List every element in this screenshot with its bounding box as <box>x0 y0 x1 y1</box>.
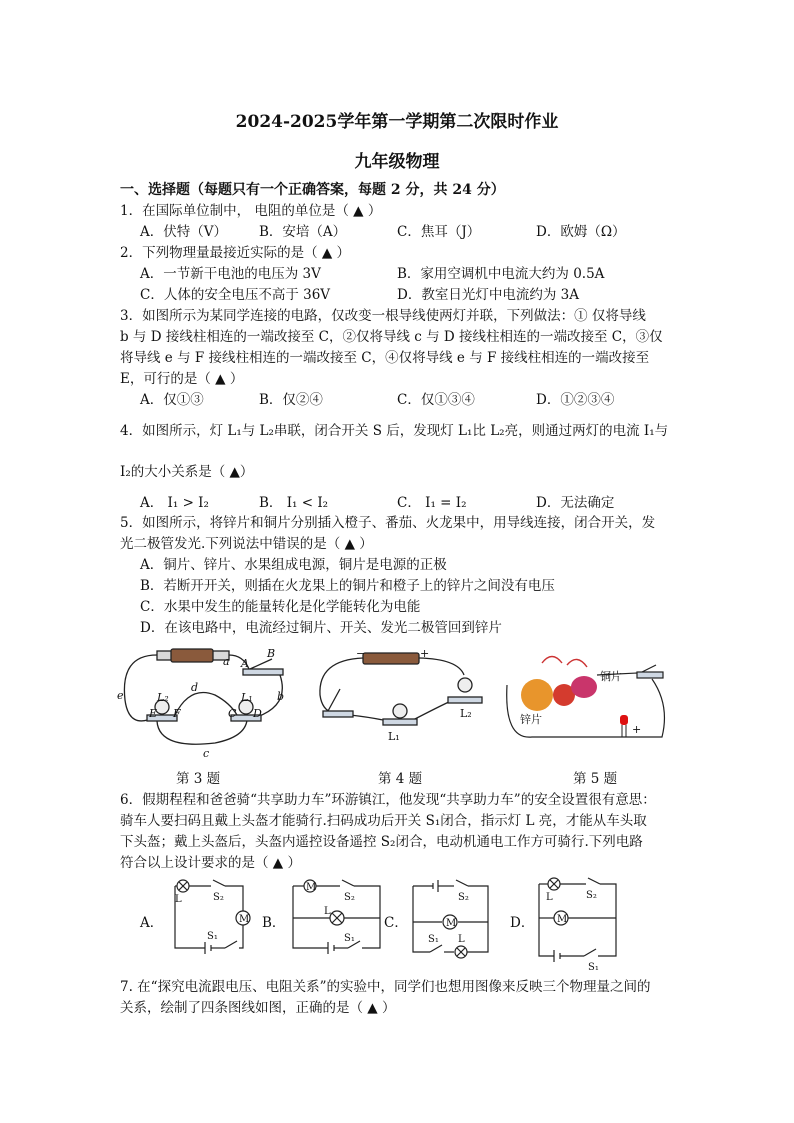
lamp-l2-bulb <box>458 678 472 692</box>
q5-fruit-battery-figure <box>502 645 672 763</box>
label-s1: S₁ <box>344 933 355 944</box>
label-s2: S₂ <box>458 892 469 903</box>
lamp-base-l2 <box>448 697 482 703</box>
q1-option-a: A．伏特（V） <box>140 224 227 240</box>
label-d: d <box>191 681 199 694</box>
switch-lever <box>642 665 656 672</box>
q3-line: 将导线 e 与 F 接线柱相连的一端改接至 C，④仅将导线 e 与 F 接线柱相连的一端改接至 <box>120 350 650 366</box>
q6-option-c-label: C． <box>384 915 408 931</box>
label-s1: S₁ <box>207 931 218 942</box>
lamp-l1-bulb <box>393 704 407 718</box>
led-icon <box>620 715 628 725</box>
q5-line: 5．如图所示，将锌片和铜片分别插入橙子、番茄、火龙果中，用导线连接，闭合开关，发 <box>120 515 656 531</box>
q6-line: 下头盔；戴上头盔后，头盔内遥控设备遥控 S₂闭合，电动机通电工作方可骑行.下列电路 <box>120 834 643 850</box>
label-L1: L₁ <box>388 730 400 743</box>
caption-q4: 第 4 题 <box>378 771 423 787</box>
label-F: F <box>173 707 181 720</box>
q4-line1: 4．如图所示，灯 L₁与 L₂串联，闭合开关 S 后，发现灯 L₁比 L₂亮，则通过两灯的电流 I₁与 <box>120 423 669 439</box>
page-title: 2024-2025学年第一学期第二次限时作业 <box>235 112 559 132</box>
label-m: M <box>306 882 317 893</box>
page-subtitle: 九年级物理 <box>354 152 440 172</box>
q6-circuit-b[interactable] <box>288 876 388 961</box>
q7-line: 关系，绘制了四条图线如图，正确的是（ ▲ ） <box>120 1000 396 1016</box>
wire-mid1 <box>350 715 383 720</box>
label-plus: + <box>632 723 642 736</box>
label-l: L <box>546 892 553 903</box>
label-e: e <box>117 689 124 702</box>
label-m: M <box>446 918 457 929</box>
label-plus: + <box>420 647 430 660</box>
label-a: a <box>223 655 230 668</box>
label-m: M <box>557 914 568 925</box>
label-L2: L₂ <box>157 691 169 704</box>
label-copper: 铜片 <box>600 670 622 683</box>
q1-option-d: D．欧姆（Ω） <box>536 224 626 240</box>
label-c: c <box>203 747 210 760</box>
q4-option-b: B． I₁ < I₂ <box>259 495 329 511</box>
q7-line: 7. 在“探究电流跟电压、电阻关系”的实验中，同学们也想用图像来反映三个物理量之间的 <box>120 979 651 995</box>
q5-option-c: C．水果中发生的能量转化是化学能转化为电能 <box>140 599 421 615</box>
q6-line: 6．假期程程和爸爸骑“共享助力车”环游镇江，他发现“共享助力车”的安全设置很有意思： <box>120 792 656 808</box>
q6-circuit-c[interactable] <box>408 876 508 966</box>
q2-option-c: C．人体的安全电压不高于 36V <box>140 287 331 303</box>
q3-line: 3．如图所示为某同学连接的电路，仅改变一根导线使两灯并联，下列做法：① 仅将导线 <box>120 308 646 324</box>
q3-line: b 与 D 接线柱相连的一端改接至 C，②仅将导线 c 与 D 接线柱相连的一端改接至 C，③仅 <box>120 329 663 345</box>
q6-option-b-label: B． <box>262 915 286 931</box>
wire-mid2 <box>413 700 453 720</box>
q3-option-d: D．①②③④ <box>536 392 615 408</box>
label-b: b <box>277 690 285 703</box>
label-L1: L₁ <box>241 691 253 704</box>
q4-option-c: C． I₁ = I₂ <box>397 495 467 511</box>
q3-line: E，可行的是（ ▲ ） <box>120 371 244 387</box>
clip-wires <box>542 657 587 668</box>
q1-option-b: B．安培（A） <box>259 224 347 240</box>
lamp-base-l1 <box>383 719 417 725</box>
q1-stem: 1．在国际单位制中， 电阻的单位是（ ▲ ） <box>120 203 382 219</box>
switch-lever <box>328 689 340 711</box>
q2-stem: 2．下列物理量最接近实际的是（ ▲ ） <box>120 245 351 261</box>
caption-q5: 第 5 题 <box>573 771 618 787</box>
q6-option-a-label: A． <box>140 915 164 931</box>
wire-left <box>320 658 363 713</box>
battery <box>363 653 419 664</box>
label-l: L <box>324 906 331 917</box>
dragon-fruit <box>571 676 597 698</box>
q6-line: 符合以上设计要求的是（ ▲ ） <box>120 855 301 871</box>
q6-option-d-label: D． <box>510 915 535 931</box>
q5-line: 光二极管发光.下列说法中错误的是（ ▲ ） <box>120 536 373 552</box>
q5-option-a: A．铜片、锌片、水果组成电源，铜片是电源的正极 <box>140 557 447 573</box>
label-E: E <box>149 707 158 720</box>
q2-option-d: D．教室日光灯中电流约为 3A <box>397 287 579 303</box>
q2-option-a: A．一节新干电池的电压为 3V <box>140 266 321 282</box>
caption-q3: 第 3 题 <box>176 771 221 787</box>
q6-circuit-a[interactable] <box>165 876 255 961</box>
label-s2: S₂ <box>344 892 355 903</box>
q4-option-d: D．无法确定 <box>536 495 615 511</box>
q5-option-b: B．若断开开关，则插在火龙果上的铜片和橙子上的锌片之间没有电压 <box>140 578 555 594</box>
switch-lever <box>250 659 272 669</box>
q6-line: 骑车人要扫码且戴上头盔才能骑行.扫码成功后开关 S₁闭合，指示灯 L 亮，才能从车头取 <box>120 813 647 829</box>
orange-fruit <box>521 679 553 711</box>
switch-base <box>637 672 663 678</box>
q2-option-b: B．家用空调机中电流大约为 0.5A <box>397 266 605 282</box>
q4-line2: I₂的大小关系是（ ▲） <box>120 464 254 480</box>
label-minus: − <box>356 647 366 660</box>
label-s1: S₁ <box>588 962 599 972</box>
q3-option-a: A．仅①③ <box>140 392 204 408</box>
q3-circuit-figure <box>115 645 290 763</box>
label-l: L <box>175 894 182 905</box>
label-A: A <box>241 657 249 670</box>
label-m: M <box>239 914 250 925</box>
label-L2: L₂ <box>460 707 472 720</box>
label-s2: S₂ <box>586 890 597 901</box>
battery <box>171 649 213 662</box>
q5-option-d: D．在该电路中，电流经过铜片、开关、发光二极管回到锌片 <box>140 620 502 636</box>
wire-right <box>419 658 464 675</box>
section-heading: 一、选择题（每题只有一个正确答案，每题 2 分，共 24 分） <box>120 182 505 198</box>
q3-option-c: C．仅①③④ <box>397 392 475 408</box>
label-B: B <box>267 647 276 660</box>
q4-option-a: A． I₁ > I₂ <box>140 495 209 511</box>
label-s1: S₁ <box>428 934 439 945</box>
switch-base <box>323 711 353 717</box>
q3-option-b: B．仅②④ <box>259 392 323 408</box>
label-D: D <box>253 707 262 720</box>
label-C: C <box>228 707 237 720</box>
switch-base <box>243 669 283 675</box>
q6-circuit-d[interactable] <box>534 872 634 972</box>
q1-option-c: C．焦耳（J） <box>397 224 481 240</box>
label-s2: S₂ <box>213 892 224 903</box>
q4-circuit-figure <box>308 645 488 763</box>
label-l: L <box>458 934 465 945</box>
label-zinc: 锌片 <box>520 713 542 726</box>
